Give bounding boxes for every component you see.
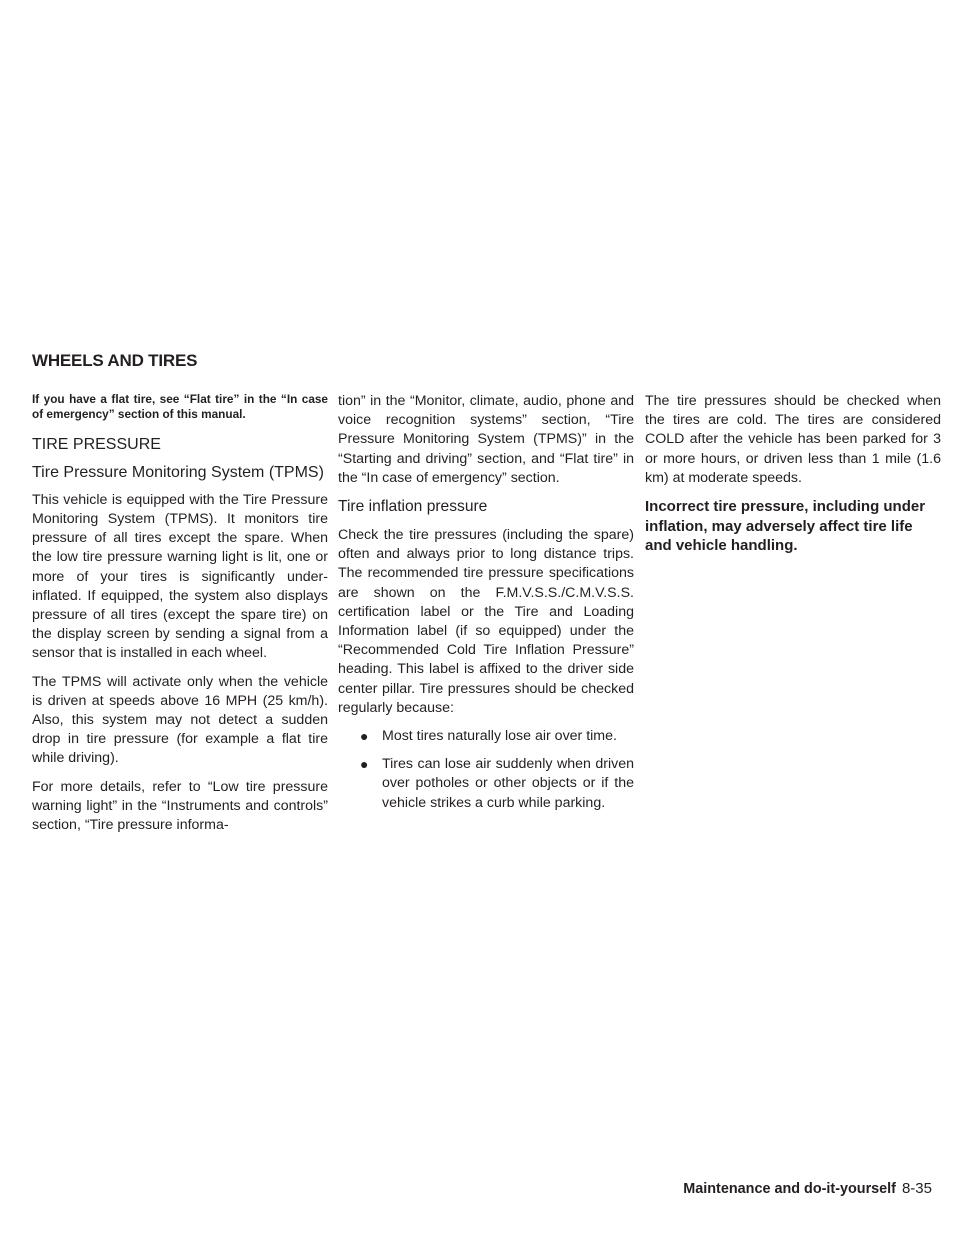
list-item [360, 727, 634, 746]
column-1 [32, 392, 328, 844]
bullet-icon: ● [360, 756, 369, 773]
page-number: 8-35 [901, 1180, 932, 1197]
tpms-paragraph-2: The TPMS will activate only when the vehicle is driven at speeds above 16 MPH (25 km/h). Also, this system may not detect a sudden drop in tire pressure (for example a flat tire while driving). [32, 673, 328, 767]
page-footer [683, 1180, 932, 1197]
references-paragraph: tion” in the “Monitor, climate, audio, phone and voice recognition systems” section, “Tire Pressure Monitoring System (TPMS)” in the “Starting and driving” section, and “Flat tire” in the “In case of emergency” section. [338, 393, 634, 486]
inflation-pressure-heading: Tire inflation pressure [338, 498, 488, 516]
inflation-paragraph: Check the tire pressures (including the spare) often and always prior to long distance trips. The recommended tire pressure specifications are shown on the F.M.V.S.S./C.M.V.S.S. certification label or the Tire and Loading Information label (if so equipped) under the “Recommended Cold Tire Inflation Pressure” heading. This label is affixed to the driver side center pillar. Tire pressures should be checked regularly because: [338, 527, 634, 716]
tire-pressure-heading: TIRE PRESSURE [32, 435, 161, 453]
cold-tires-paragraph: The tire pressures should be checked when the tires are cold. The tires are considered COLD after the vehicle has been parked for 3 or more hours, or driven less than 1 mile (1.6 km) at moderate speeds. [645, 393, 941, 486]
tpms-subheading: Tire Pressure Monitoring System (TPMS) [32, 463, 324, 481]
bullet-icon: ● [360, 728, 369, 745]
list-item-text: Most tires naturally lose air over time. [382, 728, 617, 745]
tpms-paragraph-1: This vehicle is equipped with the Tire Pressure Monitoring System (TPMS). It monitors tire pressure of all tires except the spare. When the low tire pressure warning light is lit, one or more of your tires is significantly under-inflated. If equipped, the system also displays pressure of all tires (except the spare tire) on the display screen by sending a signal from a sensor that is installed in each wheel. [32, 491, 328, 662]
pressure-warning: Incorrect tire pressure, including under inflation, may adversely affect tire life and vehicle handling. [645, 498, 926, 555]
tpms-paragraph-3: For more details, refer to “Low tire pressure warning light” in the “Instruments and controls” section, “Tire pressure informa- [32, 778, 328, 834]
reasons-list [338, 727, 634, 813]
column-3 [645, 392, 941, 565]
list-item [360, 755, 634, 813]
list-item-text: Tires can lose air suddenly when driven over potholes or other objects or if the vehicle strikes a curb while parking. [382, 756, 634, 811]
column-2 [338, 392, 634, 822]
flat-tire-note: If you have a flat tire, see “Flat tire” in the “In case of emergency” section of this manual. [32, 392, 328, 422]
footer-section-title: Maintenance and do-it-yourself [683, 1181, 896, 1197]
section-heading: WHEELS AND TIRES [32, 351, 198, 370]
